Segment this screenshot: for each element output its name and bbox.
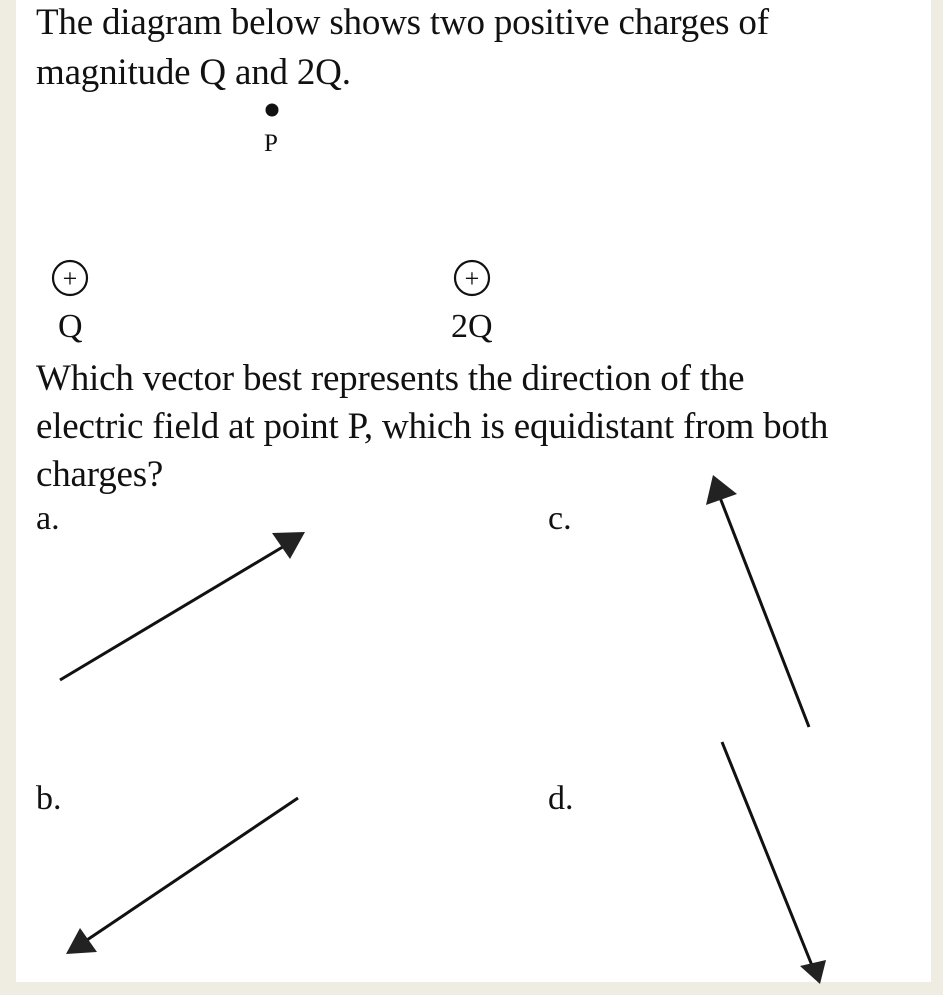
prompt-line-2: electric field at point P, which is equidistant from both <box>36 406 829 447</box>
option-b-label: b. <box>36 780 62 817</box>
charge-q-sign: + <box>62 264 78 293</box>
charge-2q-sign: + <box>464 264 480 293</box>
option-c-label: c. <box>548 500 572 537</box>
charge-2q-symbol <box>455 261 489 295</box>
charge-2q-label: 2Q <box>451 308 493 345</box>
point-p-dot <box>266 104 279 117</box>
charge-q-symbol <box>53 261 87 295</box>
point-p-label: P <box>264 130 278 157</box>
prompt-line-3: charges? <box>36 454 164 495</box>
charge-q-label: Q <box>58 308 83 345</box>
intro-line-2: magnitude Q and 2Q. <box>36 52 351 93</box>
vector-c-arrow <box>706 475 809 727</box>
vector-a-arrow <box>60 532 305 680</box>
option-d-label: d. <box>548 780 574 817</box>
vector-b-arrow <box>66 798 298 954</box>
vector-d-arrow <box>722 742 826 984</box>
option-a-label: a. <box>36 500 60 537</box>
intro-line-1: The diagram below shows two positive charges of <box>36 2 769 43</box>
prompt-line-1: Which vector best represents the direction of the <box>36 358 745 399</box>
